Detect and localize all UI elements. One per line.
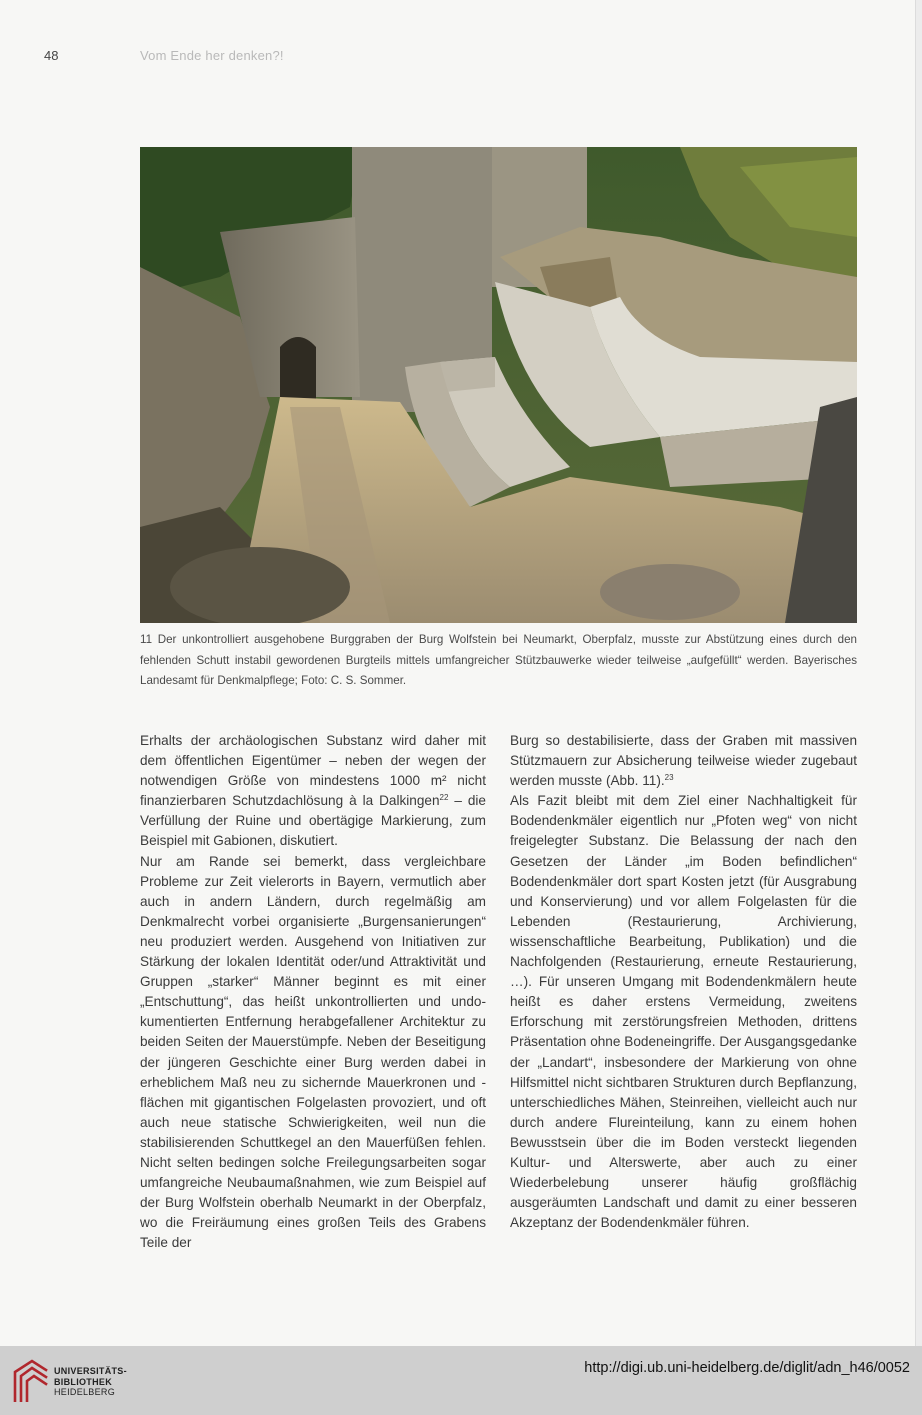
permalink-url[interactable]: http://digi.ub.uni-heidelberg.de/diglit/adn_h46/0052: [584, 1360, 910, 1376]
figure-photo: [140, 147, 857, 623]
paragraph-text: Erhalts der archäologischen Substanz wird daher mit dem öffentlichen Eigentümer – neben der wegen der notwendigen Größe von mindestens 1000 m² nicht finanzierbaren Schutzdachlösung à la Dalkingen: [140, 733, 486, 809]
paragraph: Nur am Rande sei bemerkt, dass vergleichbare Probleme zur Zeit vielerorts in Bayern, vermutlich aber auch in andern Ländern, durch regelmäßig am Denkmalrecht vorbei organisierte „Burgensanierungen“ neu produziert werden. Ausgehend von Initiativen zur Stärkung der lokalen Identität oder/und Attraktivität und Gruppen „starker“ Männer beginnt es mit einer „Entschuttung“, das heißt unkontrollierten und undokumentierten Entfernung herabgefallener Architektur zu beiden Seiten der Mauerstümpfe. Neben der Beseitigung der jüngeren Geschichte einer Burg werden dabei in erheblichem Maß neu zu sichernde Mauerkronen und -flächen mit gigantischen Folgelasten provoziert, und oft auch neue statische Schwierigkeiten, weil nun die stabilisierenden Schuttkegel an den Mauerfüßen fehlen. Nicht selten bedingen solche Freilegungsarbeiten sogar umfangreiche Neubaumaßnahmen, wie zum Beispiel auf der Burg Wolfstein oberhalb Neumarkt in der Oberpfalz, wo die Freiräumung eines großen Teils des Grabens Teile der: [140, 853, 486, 1251]
paragraph-text: Burg so destabilisierte, dass der Graben mit massiven Stützmauern zur Absicherung teilweise wieder zugebaut werden musste (Abb. 11).: [510, 733, 857, 789]
running-title: Vom Ende her denken?!: [140, 48, 284, 63]
footnote-ref: 23: [664, 773, 674, 783]
paragraph: [140, 731, 486, 852]
page-number: 48: [44, 48, 59, 63]
paragraph: Als Fazit bleibt mit dem Ziel einer Nachhaltigkeit für Bodendenkmäler eigentlich nur „Pfoten weg“ von nicht freigelegter Substanz. Die Belassung der nach den Gesetzen der Länder „im Boden befindlichen“ Bodendenkmäler dort spart Kosten jetzt (für Ausgrabung und Konservierung) und vor allem Folgelasten für die Lebenden (Restaurierung, Archivierung, wissenschaftliche Bearbeitung, Publikation) und die Nachfolgenden (Restaurierung, erneute Restaurierung, …). Für unseren Umgang mit Bodendenkmälern heute heißt es daher erstens Vermeidung, zweitens Erforschung mit zerstörungsfreien Methoden, drittens Präsentation ohne Bodeneingriffe. Der Ausgangsgedanke der „Landart“, insbesondere der Markierung von ohne Hilfsmittel nicht sichtbaren Strukturen durch Bepflanzung, unterschiedliches Mähen, Steinreihen, vielleicht auch nur durch andere Flureinteilung, kann zu einem hohen Bewusstsein über die im Boden versteckt liegenden Kultur- und Alterswerte, aber auch zu einer Wiederbelebung unserer häufig großflächig ausgeräumten Landschaft und damit zu einer besseren Akzeptanz der Bodendenkmäler führen.: [510, 793, 857, 1231]
text-column-right: [510, 731, 857, 1233]
digitization-footer: [0, 1346, 922, 1415]
library-name-line: HEIDELBERG: [54, 1387, 116, 1397]
paragraph: [510, 731, 857, 791]
text-column-left: [140, 731, 486, 1253]
library-name-line: BIBLIOTHEK: [54, 1376, 112, 1387]
library-name: [54, 1366, 127, 1398]
caption-text: 11 Der unkontrolliert ausgehobene Burggraben der Burg Wolfstein bei Neumarkt, Oberpfalz, musste zur Abstützung eines durch den fehlenden Schutt instabil gewordenen Burgteils mittels umfangreicher Stützbauwerke wieder teilweise „aufgefüllt“ werden. Bayerisches Landesamt für Denkmalpflege; Foto: C. S. Sommer.: [140, 633, 857, 687]
footnote-ref: 22: [439, 793, 449, 803]
castle-moat-photo: [140, 147, 857, 623]
figure-caption: [140, 630, 857, 692]
paragraph-text: – die Verfüllung der Ruine und obertägige Markierung, zum Beispiel mit Gabionen, diskutiert.: [140, 793, 486, 849]
library-name-line: UNIVERSITÄTS-: [54, 1366, 127, 1376]
library-logo-icon: [12, 1358, 48, 1402]
